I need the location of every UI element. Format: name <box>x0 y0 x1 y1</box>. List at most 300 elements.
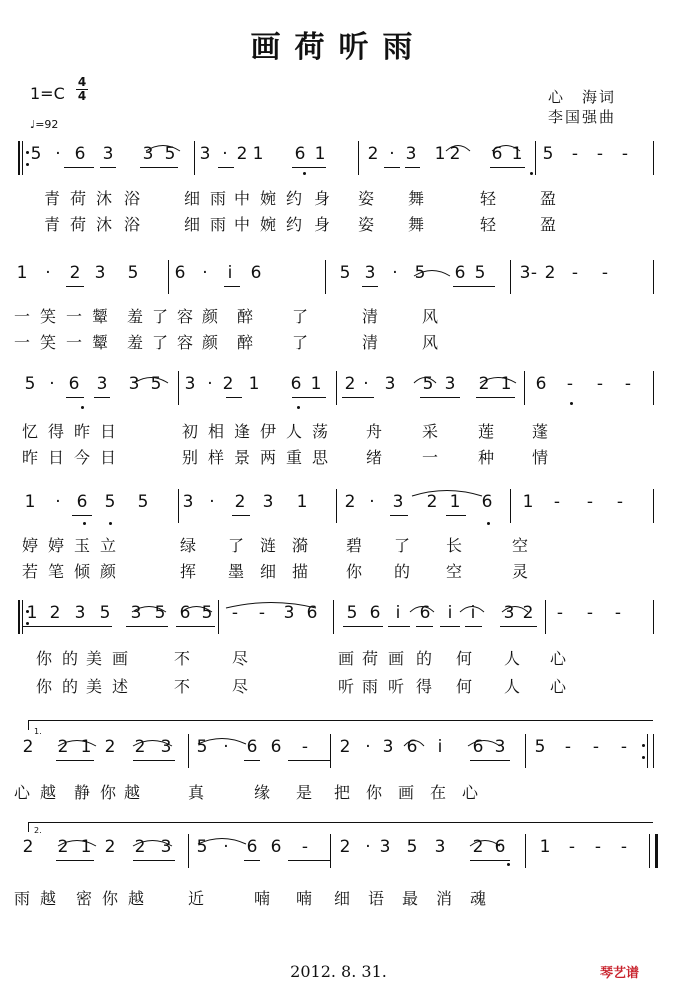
jianpu-note: 3 <box>182 492 194 512</box>
slur-arc <box>58 741 96 747</box>
lyric-char: 越 <box>39 889 56 908</box>
slur-arc <box>468 741 500 747</box>
lyric-char: 莲 <box>477 422 494 441</box>
jianpu-note: 5 <box>154 603 166 623</box>
jianpu-note: 3 <box>379 837 391 857</box>
lyric-char: 漪 <box>291 536 308 555</box>
lyric-char: 细 <box>183 215 200 234</box>
lyric-char: 昨 <box>21 448 38 467</box>
jianpu-note: 3 <box>160 837 172 857</box>
lyric-char: 约 <box>285 189 302 208</box>
jianpu-note: 1 <box>296 492 308 512</box>
lyric-char: 墨 <box>227 562 244 581</box>
jianpu-note: 6 <box>369 603 381 623</box>
slur-arc <box>404 741 424 747</box>
lyric-char: 喃 <box>253 889 270 908</box>
jianpu-note: 3 <box>405 144 417 164</box>
lyric-char: 景 <box>233 448 250 467</box>
lyric-char: 婷 <box>47 536 64 555</box>
jianpu-note: 2 <box>522 603 534 623</box>
jianpu-note: · <box>202 263 208 283</box>
lyric-char: 画 <box>397 783 414 802</box>
lyric-char: 缘 <box>253 783 270 802</box>
date-stamp: 2012. 8. 31. <box>290 962 387 981</box>
lyric-char: 喃 <box>295 889 312 908</box>
lyric-char: 最 <box>401 889 418 908</box>
jianpu-note: 1 <box>434 144 446 164</box>
jianpu-note: - <box>596 374 604 394</box>
jianpu-note: - <box>620 737 628 757</box>
jianpu-note: 6 <box>270 737 282 757</box>
slur-arc <box>492 146 520 152</box>
slur-arc <box>134 378 168 384</box>
lyric-char: 了 <box>291 333 308 352</box>
lyric-char: 人 <box>503 649 520 668</box>
lyric-char: 心 <box>549 649 566 668</box>
lyric-char: 颜 <box>201 333 218 352</box>
jianpu-note: 1 <box>500 374 512 394</box>
jianpu-note: · <box>209 492 215 512</box>
lyric-char: 挥 <box>179 562 196 581</box>
jianpu-note: - <box>564 737 572 757</box>
lyric-char: 听 <box>337 677 354 696</box>
jianpu-note: 5 <box>414 263 426 283</box>
lyric-char: 美 <box>85 677 102 696</box>
jianpu-note: 3 <box>519 263 531 283</box>
lyric-char: 你 <box>345 562 362 581</box>
jianpu-note: 1 <box>539 837 551 857</box>
jianpu-note: 5 <box>406 837 418 857</box>
jianpu-note: 6 <box>494 837 506 857</box>
jianpu-note: 6 <box>290 374 302 394</box>
jianpu-note: 3 <box>199 144 211 164</box>
jianpu-note: 2 <box>478 374 490 394</box>
lyric-char: 你 <box>101 889 118 908</box>
lyric-char: 风 <box>421 307 438 326</box>
lyric-char: 羞 <box>126 307 143 326</box>
jianpu-note: - <box>530 263 538 283</box>
jianpu-note: 5 <box>137 492 149 512</box>
lyric-char: 容 <box>176 307 193 326</box>
lyric-char: 人 <box>285 422 302 441</box>
jianpu-note: 2 <box>339 737 351 757</box>
jianpu-note: 3 <box>494 737 506 757</box>
lyric-char: 的 <box>393 562 410 581</box>
jianpu-note: 6 <box>270 837 282 857</box>
lyric-char: 一 <box>65 307 82 326</box>
jianpu-note: 2 <box>49 603 61 623</box>
slur-arc <box>226 603 316 609</box>
jianpu-note: 6 <box>250 263 262 283</box>
jianpu-note: 3 <box>364 263 376 283</box>
jianpu-note: 1 <box>24 492 36 512</box>
jianpu-note: · <box>369 492 375 512</box>
lyric-char: 初 <box>181 422 198 441</box>
lyric-char: 画 <box>111 649 128 668</box>
jianpu-note: - <box>601 263 609 283</box>
slur-arc <box>146 146 180 152</box>
jianpu-note: · <box>365 737 371 757</box>
jianpu-note: 5 <box>201 603 213 623</box>
jianpu-note: 1 <box>252 144 264 164</box>
lyric-char: 昨 <box>73 422 90 441</box>
lyric-char: 心 <box>13 783 30 802</box>
slur-arc <box>410 607 434 613</box>
jianpu-note: 6 <box>491 144 503 164</box>
jianpu-note: 6 <box>419 603 431 623</box>
time-sig-bottom: 4 <box>77 89 87 103</box>
lyric-char: 越 <box>39 783 56 802</box>
lyric-char: 人 <box>503 677 520 696</box>
jianpu-note: - <box>556 603 564 623</box>
jianpu-note: - <box>586 603 594 623</box>
jianpu-note: 1 <box>449 492 461 512</box>
lyric-char: 密 <box>75 889 92 908</box>
jianpu-note: 6 <box>535 374 547 394</box>
lyric-char: 别 <box>181 448 198 467</box>
lyric-char: 心 <box>549 677 566 696</box>
lyric-char: 细 <box>259 562 276 581</box>
lyric-char: 消 <box>435 889 452 908</box>
jianpu-note: 2 <box>426 492 438 512</box>
lyric-char: 长 <box>445 536 462 555</box>
jianpu-note: 5 <box>422 374 434 394</box>
jianpu-note: 1 <box>248 374 260 394</box>
slur-arc <box>480 378 516 384</box>
lyric-char: 颜 <box>99 562 116 581</box>
lyric-char: 了 <box>393 536 410 555</box>
jianpu-note: 2 <box>57 837 69 857</box>
jianpu-note: - <box>301 837 309 857</box>
jianpu-note: - <box>568 837 576 857</box>
lyric-char: 舞 <box>407 189 424 208</box>
jianpu-note: 1 <box>314 144 326 164</box>
jianpu-note: 1 <box>26 603 38 623</box>
jianpu-note: 6 <box>306 603 318 623</box>
lyric-char: 细 <box>183 189 200 208</box>
slur-arc <box>198 739 246 745</box>
jianpu-note: 6 <box>481 492 493 512</box>
jianpu-note: 1 <box>80 837 92 857</box>
lyric-char: 青 <box>43 189 60 208</box>
lyric-char: 两 <box>259 448 276 467</box>
lyric-char: 的 <box>61 677 78 696</box>
lyric-char: 细 <box>333 889 350 908</box>
jianpu-note: - <box>258 603 266 623</box>
slur-arc <box>446 146 470 152</box>
lyric-char: 日 <box>47 448 64 467</box>
site-logo: 琴艺谱 <box>600 966 640 981</box>
jianpu-note: 3 <box>184 374 196 394</box>
lyric-char: 沐 <box>95 189 112 208</box>
jianpu-note: · <box>223 737 229 757</box>
jianpu-note: 1 <box>522 492 534 512</box>
jianpu-note: - <box>571 144 579 164</box>
jianpu-note: 5 <box>30 144 42 164</box>
jianpu-note: · <box>363 374 369 394</box>
jianpu-note: 5 <box>104 492 116 512</box>
lyric-char: 你 <box>35 649 52 668</box>
jianpu-note: i <box>437 737 443 757</box>
lyric-char: 立 <box>99 536 116 555</box>
lyric-char: 醉 <box>236 333 253 352</box>
jianpu-note: - <box>594 837 602 857</box>
jianpu-note: - <box>571 263 579 283</box>
lyric-char: 空 <box>511 536 528 555</box>
jianpu-note: 6 <box>74 144 86 164</box>
lyric-char: 你 <box>35 677 52 696</box>
jianpu-note: · <box>45 263 51 283</box>
jianpu-note: 6 <box>179 603 191 623</box>
jianpu-note: 6 <box>472 737 484 757</box>
lyric-char: 浴 <box>123 189 140 208</box>
lyric-char: 清 <box>361 307 378 326</box>
jianpu-note: 3 <box>382 737 394 757</box>
jianpu-note: 6 <box>294 144 306 164</box>
lyric-char: 不 <box>173 677 190 696</box>
jianpu-note: 2 <box>57 737 69 757</box>
jianpu-note: · <box>389 144 395 164</box>
slur-arc <box>58 841 96 847</box>
lyric-char: 不 <box>173 649 190 668</box>
lyric-char: 逢 <box>233 422 250 441</box>
lyric-char: 荷 <box>69 189 86 208</box>
jianpu-note: - <box>621 144 629 164</box>
lyric-char: 种 <box>477 448 494 467</box>
jianpu-note: 6 <box>454 263 466 283</box>
time-sig-top: 4 <box>77 75 87 89</box>
jianpu-note: 6 <box>246 837 258 857</box>
lyric-char: 真 <box>187 783 204 802</box>
jianpu-note: 3 <box>142 144 154 164</box>
slur-arc <box>470 841 500 847</box>
lyric-char: 姿 <box>357 215 374 234</box>
jianpu-note: - <box>616 492 624 512</box>
lyric-char: 采 <box>421 422 438 441</box>
lyric-char: 中 <box>233 215 250 234</box>
lyric-char: 何 <box>455 649 472 668</box>
lyric-char: 在 <box>429 783 446 802</box>
lyric-char: 雨 <box>361 677 378 696</box>
lyric-char: 沐 <box>95 215 112 234</box>
slur-arc <box>132 607 166 613</box>
slur-arc <box>133 841 172 847</box>
lyric-char: 何 <box>455 677 472 696</box>
jianpu-note: 5 <box>534 737 546 757</box>
jianpu-note: · <box>49 374 55 394</box>
lyric-char: 婉 <box>259 189 276 208</box>
lyric-char: 语 <box>367 889 384 908</box>
jianpu-note: 5 <box>99 603 111 623</box>
lyric-char: 笔 <box>47 562 64 581</box>
lyric-char: 舟 <box>365 422 382 441</box>
jianpu-note: - <box>620 837 628 857</box>
lyric-char: 的 <box>415 649 432 668</box>
lyric-char: 蓬 <box>531 422 548 441</box>
lyric-char: 笑 <box>39 307 56 326</box>
jianpu-note: 3 <box>128 374 140 394</box>
jianpu-note: 2 <box>22 837 34 857</box>
lyric-char: 醉 <box>236 307 253 326</box>
jianpu-note: 2 <box>344 374 356 394</box>
lyric-char: 听 <box>387 677 404 696</box>
jianpu-note: 2 <box>234 492 246 512</box>
jianpu-note: - <box>553 492 561 512</box>
jianpu-note: 1 <box>511 144 523 164</box>
lyric-char: 一 <box>13 333 30 352</box>
jianpu-note: i <box>395 603 401 623</box>
lyric-char: 一 <box>13 307 30 326</box>
lyric-char: 约 <box>285 215 302 234</box>
jianpu-note: · <box>365 837 371 857</box>
lyric-char: 涟 <box>259 536 276 555</box>
jianpu-note: 5 <box>127 263 139 283</box>
jianpu-note: 5 <box>346 603 358 623</box>
jianpu-note: 3 <box>96 374 108 394</box>
volta-second-label: 2. <box>34 826 42 835</box>
lyric-char: 灵 <box>511 562 528 581</box>
lyric-char: 身 <box>313 189 330 208</box>
lyric-char: 近 <box>187 889 204 908</box>
jianpu-note: - <box>566 374 574 394</box>
jianpu-note: - <box>624 374 632 394</box>
jianpu-note: 1 <box>16 263 28 283</box>
jianpu-note: - <box>586 492 594 512</box>
lyric-char: 了 <box>227 536 244 555</box>
lyric-char: 浴 <box>123 215 140 234</box>
lyric-char: 雨 <box>209 189 226 208</box>
jianpu-note: 2 <box>134 837 146 857</box>
lyric-char: 婷 <box>21 536 38 555</box>
jianpu-note: 2 <box>69 263 81 283</box>
jianpu-note: 2 <box>449 144 461 164</box>
lyric-char: 了 <box>291 307 308 326</box>
slur-arc <box>198 839 246 845</box>
lyric-char: 轻 <box>479 189 496 208</box>
lyric-char: 越 <box>127 889 144 908</box>
lyric-char: 若 <box>21 562 38 581</box>
lyric-char: 把 <box>333 783 350 802</box>
lyric-char: 今 <box>73 448 90 467</box>
lyric-char: 婉 <box>259 215 276 234</box>
lyric-char: 盈 <box>539 215 556 234</box>
lyric-char: 的 <box>61 649 78 668</box>
lyric-char: 画 <box>337 649 354 668</box>
jianpu-note: 1 <box>80 737 92 757</box>
lyric-char: 了 <box>151 307 168 326</box>
lyric-char: 情 <box>531 448 548 467</box>
lyric-char: 越 <box>123 783 140 802</box>
lyric-char: 尽 <box>231 649 248 668</box>
jianpu-note: 5 <box>196 737 208 757</box>
lyric-char: 荡 <box>311 422 328 441</box>
lyric-char: 清 <box>361 333 378 352</box>
jianpu-note: 3 <box>283 603 295 623</box>
lyric-char: 忆 <box>21 422 38 441</box>
jianpu-note: 3 <box>444 374 456 394</box>
jianpu-note: 2 <box>22 737 34 757</box>
jianpu-note: 3 <box>434 837 446 857</box>
tempo-marking: ♩=92 <box>30 118 59 131</box>
lyric-char: 得 <box>47 422 64 441</box>
lyric-char: 羞 <box>126 333 143 352</box>
jianpu-note: · <box>392 263 398 283</box>
jianpu-note: - <box>231 603 239 623</box>
jianpu-note: 2 <box>104 737 116 757</box>
lyric-char: 相 <box>207 422 224 441</box>
jianpu-note: 5 <box>164 144 176 164</box>
jianpu-note: 3 <box>102 144 114 164</box>
jianpu-note: 5 <box>150 374 162 394</box>
jianpu-note: 5 <box>474 263 486 283</box>
lyric-char: 姿 <box>357 189 374 208</box>
slur-arc <box>460 607 484 613</box>
lyric-char: 盈 <box>539 189 556 208</box>
lyric-char: 荷 <box>361 649 378 668</box>
lyric-char: 一 <box>65 333 82 352</box>
jianpu-note: 3 <box>130 603 142 623</box>
lyric-char: 空 <box>445 562 462 581</box>
jianpu-note: 2 <box>339 837 351 857</box>
jianpu-note: 6 <box>76 492 88 512</box>
lyric-char: 身 <box>313 215 330 234</box>
jianpu-note: 6 <box>246 737 258 757</box>
jianpu-note: 2 <box>472 837 484 857</box>
composer-credit: 李国强曲 <box>548 108 617 126</box>
jianpu-note: 2 <box>134 737 146 757</box>
lyricist-credit: 心 海词 <box>548 88 617 106</box>
lyric-char: 风 <box>421 333 438 352</box>
lyric-char: 笑 <box>39 333 56 352</box>
jianpu-note: 3 <box>160 737 172 757</box>
lyric-char: 静 <box>73 783 90 802</box>
jianpu-note: 2 <box>544 263 556 283</box>
lyric-char: 魂 <box>469 889 486 908</box>
jianpu-note: · <box>55 492 61 512</box>
jianpu-note: 1 <box>310 374 322 394</box>
lyric-char: 碧 <box>345 536 362 555</box>
jianpu-note: 2 <box>367 144 379 164</box>
jianpu-note: 5 <box>196 837 208 857</box>
jianpu-note: 3 <box>392 492 404 512</box>
lyric-char: 一 <box>421 448 438 467</box>
jianpu-note: 3 <box>384 374 396 394</box>
jianpu-note: 6 <box>174 263 186 283</box>
lyric-char: 了 <box>151 333 168 352</box>
lyric-char: 样 <box>207 448 224 467</box>
slur-arc <box>412 491 482 497</box>
lyric-char: 颜 <box>201 307 218 326</box>
jianpu-note: · <box>223 837 229 857</box>
lyric-char: 描 <box>291 562 308 581</box>
lyric-char: 轻 <box>479 215 496 234</box>
jianpu-note: 2 <box>222 374 234 394</box>
jianpu-note: 5 <box>542 144 554 164</box>
slur-arc <box>502 607 528 613</box>
jianpu-note: - <box>596 144 604 164</box>
jianpu-note: 3 <box>74 603 86 623</box>
jianpu-note: - <box>592 737 600 757</box>
lyric-char: 得 <box>415 677 432 696</box>
lyric-char: 容 <box>176 333 193 352</box>
lyric-char: 是 <box>295 783 312 802</box>
lyric-char: 中 <box>233 189 250 208</box>
lyric-char: 颦 <box>91 333 108 352</box>
lyric-char: 画 <box>387 649 404 668</box>
lyric-char: 思 <box>311 448 328 467</box>
volta-first-label: 1. <box>34 727 42 736</box>
lyric-char: 你 <box>99 783 116 802</box>
